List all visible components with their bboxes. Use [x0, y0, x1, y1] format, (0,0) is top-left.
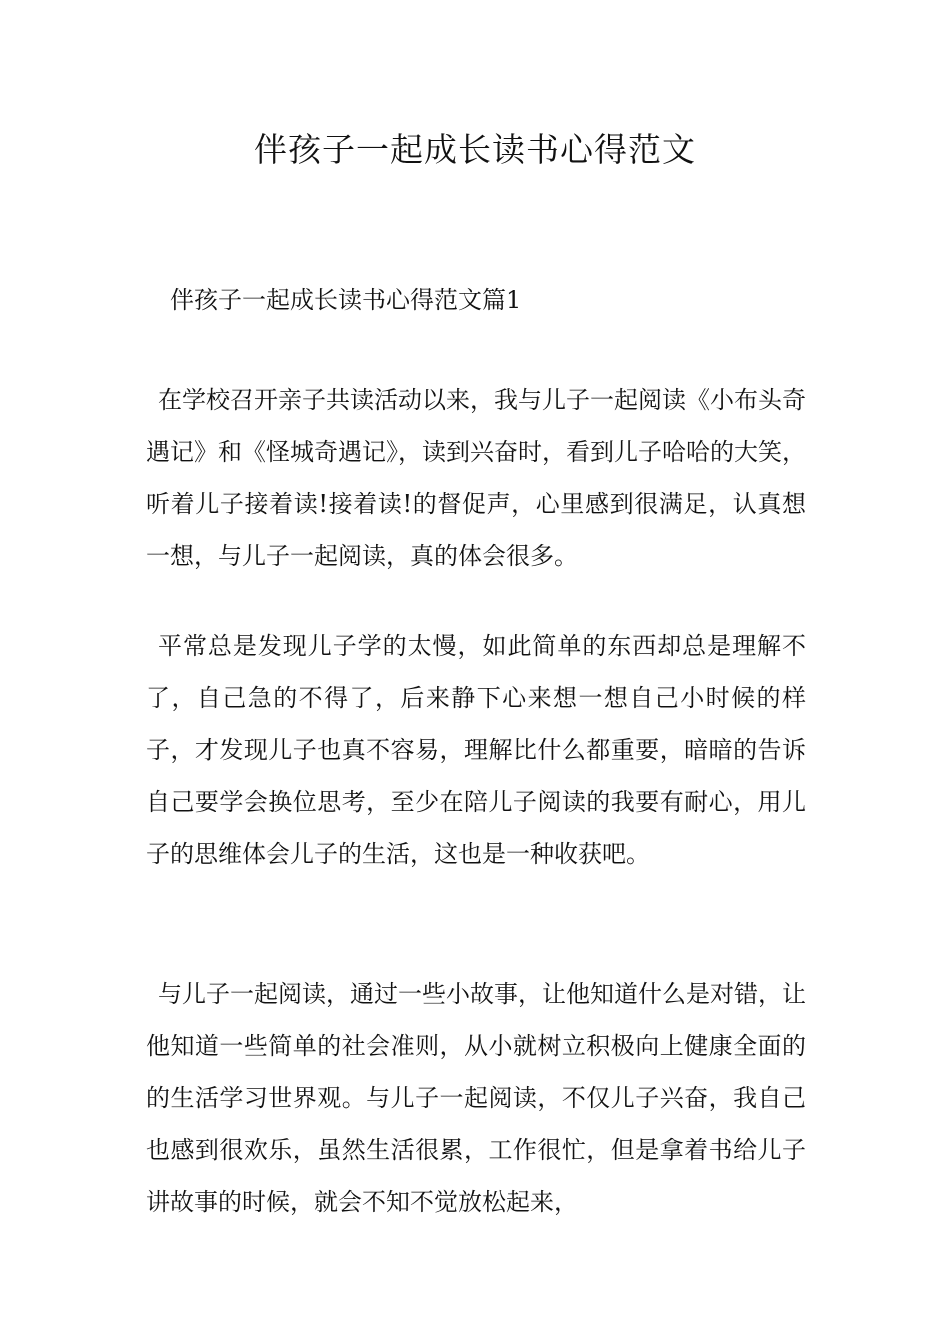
paragraph-2: 平常总是发现儿子学的太慢，如此简单的东西却总是理解不了，自己急的不得了，后来静下心来想一想自己小时候的样子，才发现儿子也真不容易，理解比什么都重要，暗暗的告诉自己要学会换位思考，至少在陪儿子阅读的我要有耐心，用儿子的思维体会儿子的生活，这也是一种收获吧。: [146, 632, 806, 868]
section-heading: 伴孩子一起成长读书心得范文篇1: [170, 286, 522, 314]
paragraph-1: 在学校召开亲子共读活动以来，我与儿子一起阅读《小布头奇遇记》和《怪城奇遇记》，读到兴奋时，看到儿子哈哈的大笑，听着儿子接着读!接着读!的督促声，心里感到很满足，认真想一想，与儿子一起阅读，真的体会很多。: [146, 386, 806, 570]
document-title: 伴孩子一起成长读书心得范文: [254, 130, 696, 169]
paragraph-3: 与儿子一起阅读，通过一些小故事，让他知道什么是对错，让他知道一些简单的社会准则，从小就树立积极向上健康全面的的生活学习世界观。与儿子一起阅读，不仅儿子兴奋，我自己也感到很欢乐，虽然生活很累，工作很忙，但是拿着书给儿子讲故事的时候，就会不知不觉放松起来，: [146, 980, 806, 1216]
